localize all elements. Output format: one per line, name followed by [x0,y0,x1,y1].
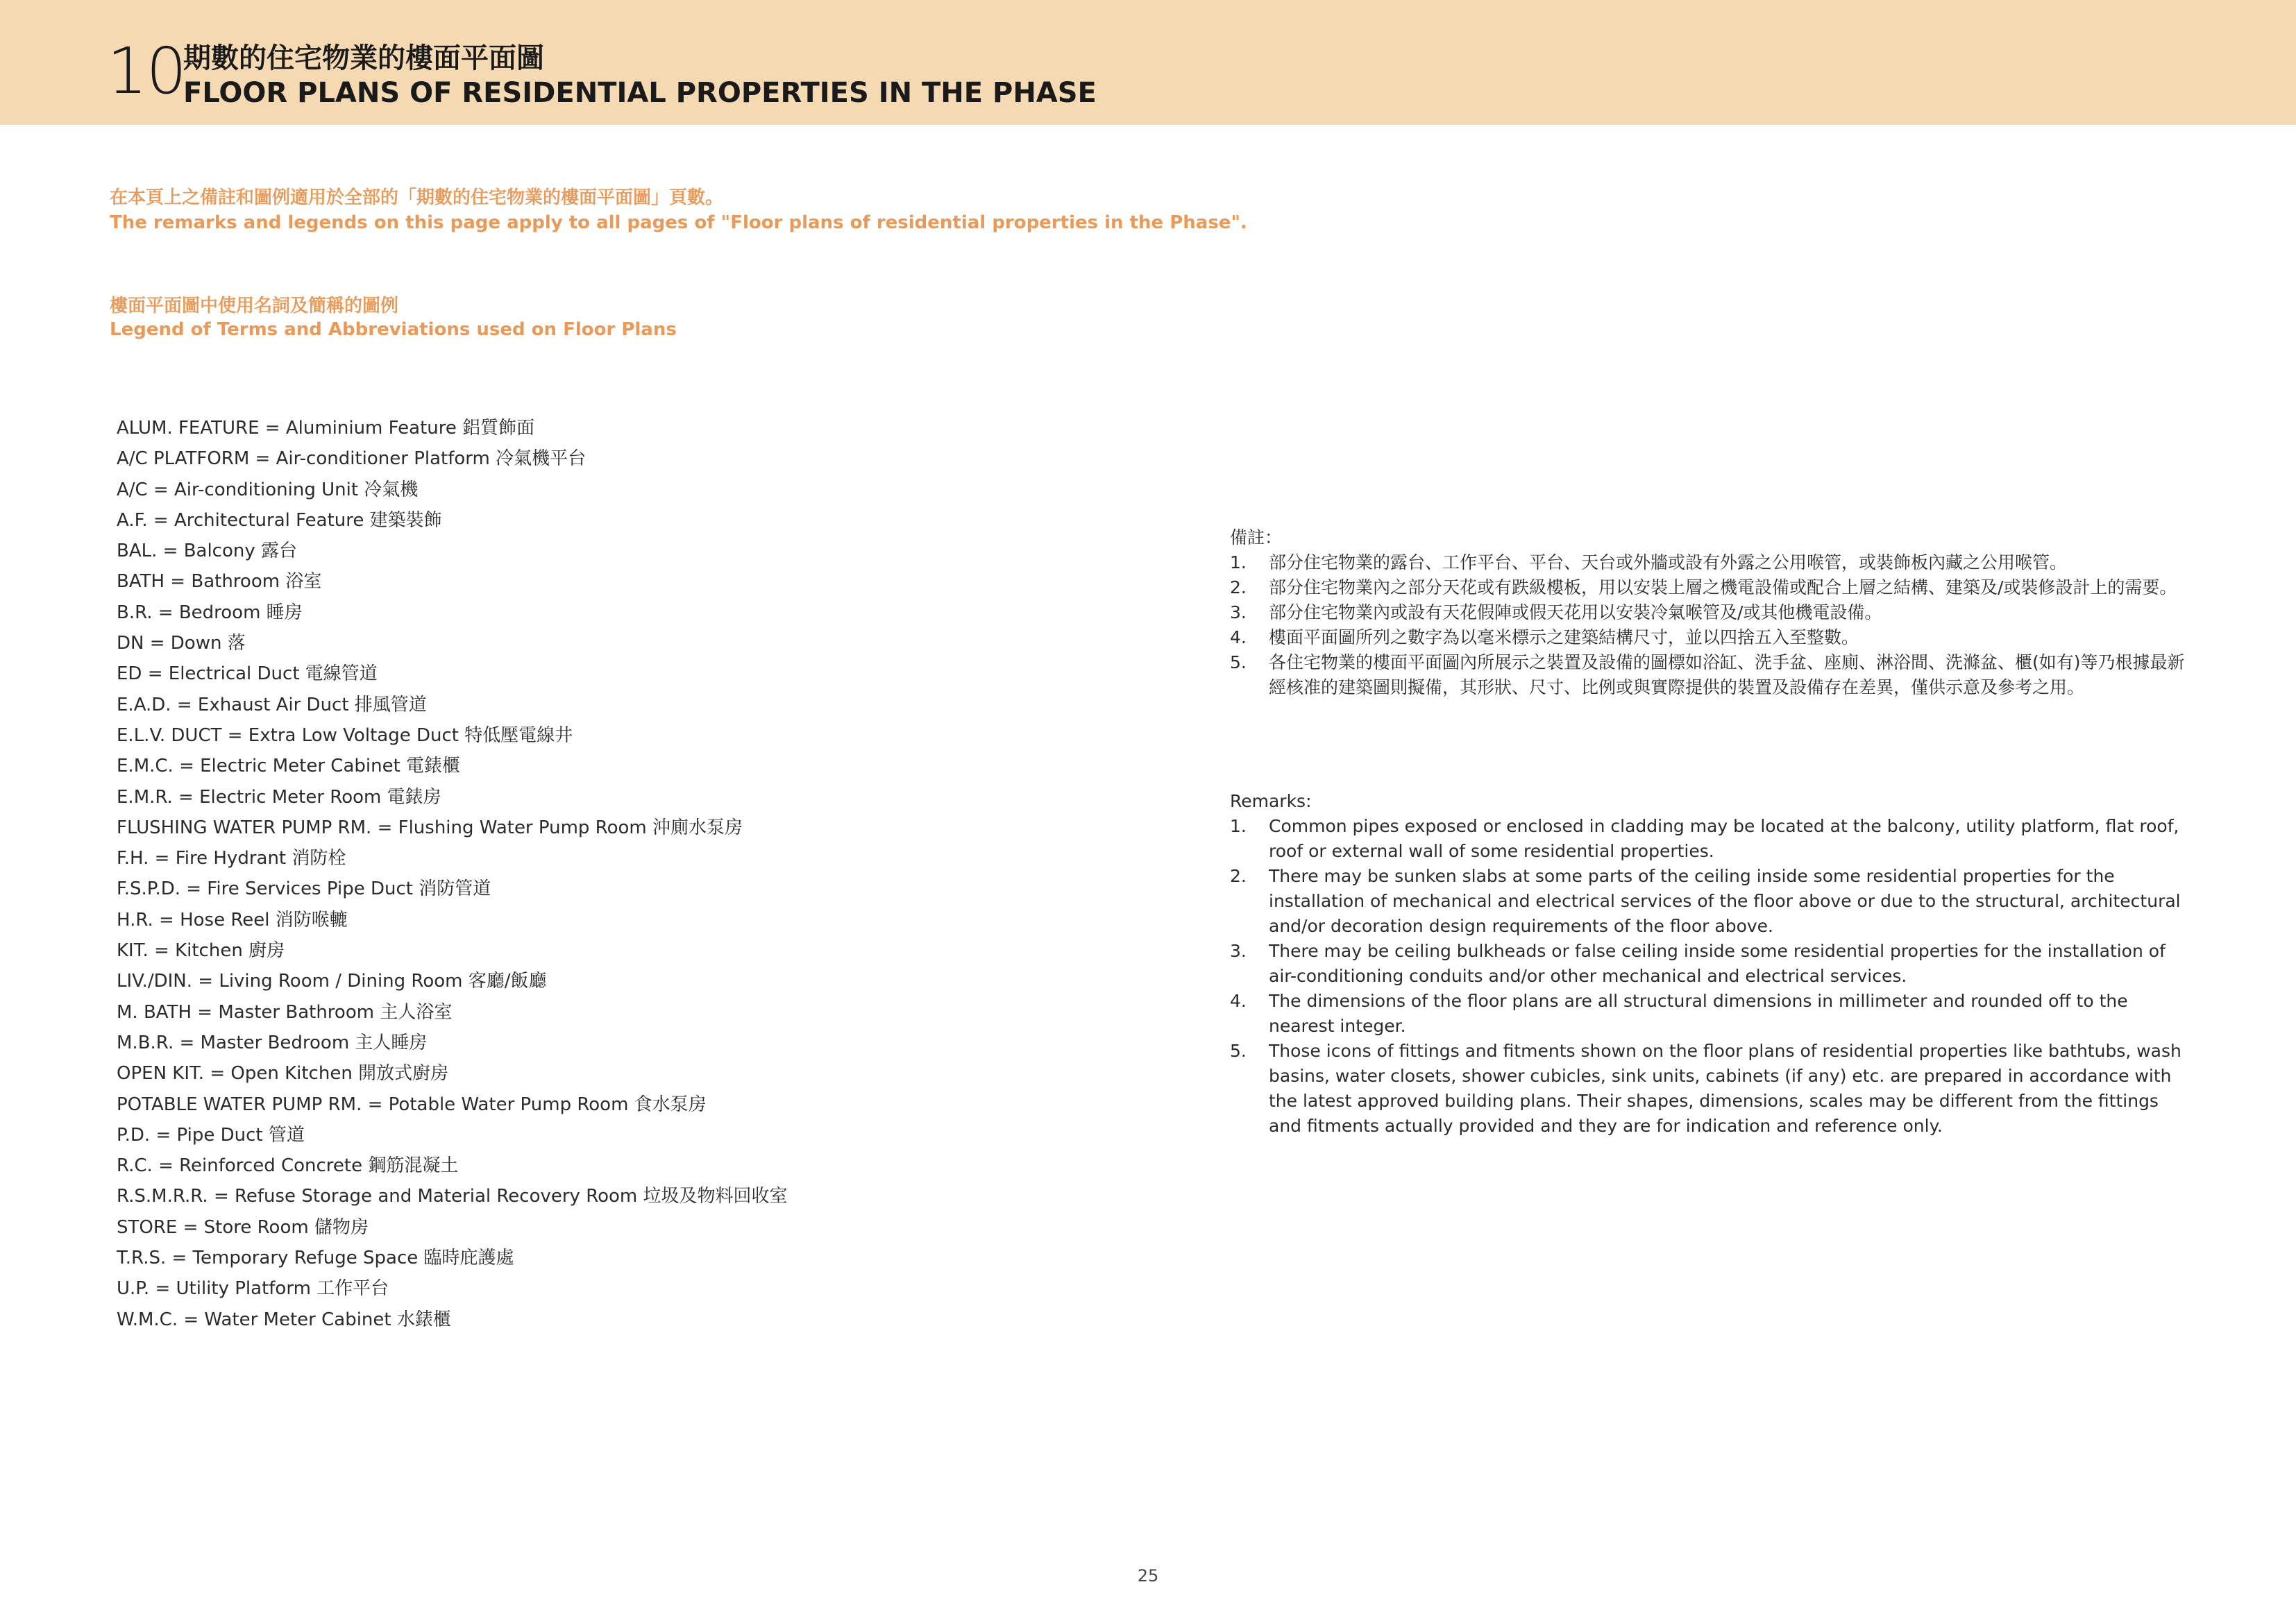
remark-text: 樓面平面圖所列之數字為以毫米標示之建築結構尺寸，並以四捨五入至整數。 [1269,627,1859,647]
remark-text: The dimensions of the floor plans are all structural dimensions in millimeter and rounded off to the nearest integer. [1269,991,2128,1036]
legend-heading-zh: 樓面平面圖中使用名詞及簡稱的圖例 [110,296,399,316]
legend-item: KIT. = Kitchen 廚房 [117,940,285,962]
remark-number: 3. [1230,941,1247,961]
remark-text: There may be ceiling bulkheads or false ceiling inside some residential properties for the installation of air-conditioning conduits and/or other mechanical and electrical services. [1269,941,2166,986]
legend-list [117,413,788,1335]
note-zh: 在本頁上之備註和圖例適用於全部的「期數的住宅物業的樓面平面圖」頁數。 [110,187,724,208]
legend-item: FLUSHING WATER PUMP RM. = Flushing Water Pump Room 沖廁水泵房 [117,817,743,838]
remark-zh-item [1230,650,2188,700]
remark-number: 4. [1230,627,1247,647]
legend-item: T.R.S. = Temporary Refuge Space 臨時庇護處 [117,1248,514,1269]
legend-item: A/C PLATFORM = Air-conditioner Platform 冷氣機平台 [117,448,586,470]
remarks-zh [1230,525,2188,700]
legend-item: M. BATH = Master Bathroom 主人浴室 [117,1001,453,1023]
legend-item: F.H. = Fire Hydrant 消防栓 [117,848,346,869]
remark-number: 5. [1230,652,1247,672]
remark-number: 4. [1230,991,1247,1011]
remark-text: Those icons of fittings and fitments shown on the floor plans of residential properties like bathtubs, wash basins, water closets, shower cubicles, sink units, cabinets (if any) etc. are prepared in accordance with the latest approved building plans. Their shapes, dimensions, scales may be different from the fittings and fitments actually provided and they are for indication and reference only. [1269,1041,2181,1136]
legend-item: F.S.P.D. = Fire Services Pipe Duct 消防管道 [117,878,491,900]
legend-item: E.A.D. = Exhaust Air Duct 排風管道 [117,694,427,715]
remark-number: 1. [1230,816,1247,836]
legend-item: DN = Down 落 [117,633,246,654]
legend-item: R.C. = Reinforced Concrete 鋼筋混凝土 [117,1155,459,1177]
remark-en-item [1230,864,2188,939]
legend-item: ALUM. FEATURE = Aluminium Feature 鋁質飾面 [117,418,535,439]
legend-item: BAL. = Balcony 露台 [117,541,298,562]
remark-en-item [1230,814,2188,864]
remark-text: 各住宅物業的樓面平面圖內所展示之裝置及設備的圖標如浴缸、洗手盆、座廁、淋浴間、洗滌盆、櫃(如有)等乃根據最新經核准的建築圖則擬備，其形狀、尺寸、比例或與實際提供的裝置及設備存在差異，僅供示意及參考之用。 [1269,652,2185,697]
legend-item: R.S.M.R.R. = Refuse Storage and Material Recovery Room 垃圾及物料回收室 [117,1186,788,1207]
section-number: 10 [107,34,186,108]
remarks-en [1230,789,2188,1139]
remark-en-item [1230,939,2188,989]
remark-text: 部分住宅物業內之部分天花或有跌級樓板，用以安裝上層之機電設備或配合上層之結構、建築及/或裝修設計上的需要。 [1269,577,2177,597]
page-number: 25 [1137,1566,1159,1586]
legend-item: U.P. = Utility Platform 工作平台 [117,1278,389,1300]
remark-number: 5. [1230,1041,1247,1061]
legend-item: POTABLE WATER PUMP RM. = Potable Water Pump Room 食水泵房 [117,1094,707,1115]
legend-item: BATH = Bathroom 浴室 [117,571,322,593]
legend-heading-en: Legend of Terms and Abbreviations used on Floor Plans [110,319,677,340]
remark-en-item [1230,1039,2188,1139]
page-title-en: FLOOR PLANS OF RESIDENTIAL PROPERTIES IN THE PHASE [183,77,1097,109]
remark-zh-item [1230,575,2188,600]
remark-text: 部分住宅物業的露台、工作平台、平台、天台或外牆或設有外露之公用喉管，或裝飾板內藏之公用喉管。 [1269,552,2068,572]
legend-item: M.B.R. = Master Bedroom 主人睡房 [117,1032,428,1053]
remarks-en-title: Remarks: [1230,791,1312,811]
legend-item: OPEN KIT. = Open Kitchen 開放式廚房 [117,1063,449,1085]
remark-zh-item [1230,550,2188,575]
legend-item: STORE = Store Room 儲物房 [117,1216,369,1238]
legend-item: A.F. = Architectural Feature 建築裝飾 [117,509,442,531]
remark-text: 部分住宅物業內或設有天花假陣或假天花用以安裝冷氣喉管及/或其他機電設備。 [1269,602,1882,622]
remark-zh-item [1230,625,2188,650]
remark-number: 2. [1230,866,1247,886]
legend-item: P.D. = Pipe Duct 管道 [117,1124,305,1146]
legend-item: E.L.V. DUCT = Extra Low Voltage Duct 特低壓電線井 [117,724,573,746]
legend-item: W.M.C. = Water Meter Cabinet 水錶櫃 [117,1309,451,1330]
remark-text: Common pipes exposed or enclosed in cladding may be located at the balcony, utility platform, flat roof, roof or external wall of some residential properties. [1269,816,2179,861]
legend-item: ED = Electrical Duct 電線管道 [117,663,378,685]
remark-number: 2. [1230,577,1247,597]
legend-item: H.R. = Hose Reel 消防喉轆 [117,909,348,931]
remarks-zh-title: 備註： [1230,527,1283,547]
legend-item: E.M.R. = Electric Meter Room 電錶房 [117,786,441,808]
legend-item: A/C = Air-conditioning Unit 冷氣機 [117,479,419,500]
note-en: The remarks and legends on this page apply to all pages of "Floor plans of residential properties in the Phase". [110,212,1247,233]
page-title-zh: 期數的住宅物業的樓面平面圖 [183,42,544,74]
remark-number: 3. [1230,602,1247,622]
remark-text: There may be sunken slabs at some parts of the ceiling inside some residential properties for the installation of mechanical and electrical services of the floor above or due to the structural, architectural and/or decoration design requirements of the floor above. [1269,866,2181,936]
remark-en-item [1230,989,2188,1039]
remark-number: 1. [1230,552,1247,572]
header-band [0,0,2296,125]
remark-zh-item [1230,600,2188,625]
legend-item: LIV./DIN. = Living Room / Dining Room 客廳/飯廳 [117,971,547,992]
legend-item: B.R. = Bedroom 睡房 [117,602,303,623]
legend-item: E.M.C. = Electric Meter Cabinet 電錶櫃 [117,756,461,777]
